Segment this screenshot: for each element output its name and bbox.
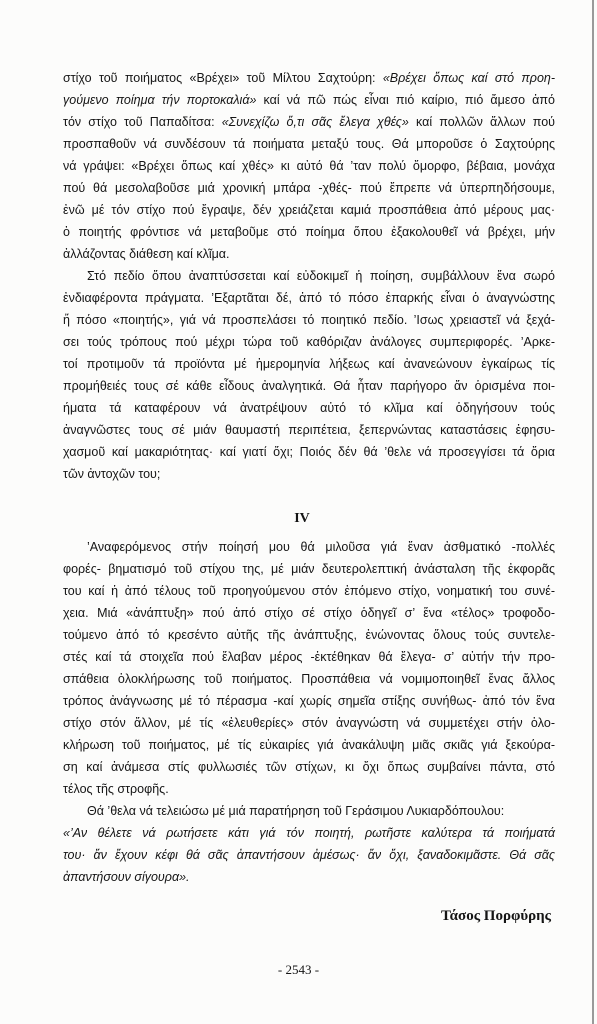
section-heading: IV xyxy=(294,511,310,526)
text-span: στίχο τοῦ ποιήματος «Βρέχει» τοῦ Μίλτου Σαχτούρη: xyxy=(63,71,383,85)
text-line xyxy=(63,580,555,602)
text-line xyxy=(63,199,555,221)
text-span: Στό πεδίο ὅπου ἀναπτύσσεται καί εὐδοκιμεῖ ἡ ποίηση, συμβάλλουν ἕνα σωρό xyxy=(87,269,555,283)
text-span: τέλος τῆς στροφῆς. xyxy=(63,782,169,796)
block-quote xyxy=(63,822,555,888)
text-line xyxy=(63,668,555,690)
paragraph xyxy=(63,536,555,800)
text-line xyxy=(63,646,555,668)
page-number: - 2543 - xyxy=(277,962,320,977)
text-span: ’Αναφερόμενος στήν ποίησή μου θά μιλοῦσα γιά ἕναν ἀσθματικό -πολλές xyxy=(87,540,555,554)
text-line xyxy=(63,309,555,331)
text-span: τούμενο ἀπό τό κρεσέντο αὐτῆς τῆς ἀνάπτυξης, ἑνώνοντας ὅλους τούς συντελε- xyxy=(63,628,555,642)
text-line xyxy=(63,463,555,485)
text-line xyxy=(63,397,555,419)
text-line xyxy=(63,602,555,624)
italic-text: «Συνεχίζω ὅ,τι σᾶς ἔλεγα χθές» xyxy=(221,115,409,129)
paragraph xyxy=(63,800,555,822)
text-span: φορές- βηματισμό τοῦ στίχου της, μέ μιάν δευτερολεπτική ἀνάσταλση τῆς ἐκφορᾶς xyxy=(63,562,555,576)
text-line xyxy=(63,243,555,265)
text-span: ἤ πόσο «ποιητής», γιά νά προσπελάσει τό ποιητικό πεδίο. ’Ισως χρειαστεῖ νά ξεχά- xyxy=(63,313,555,327)
text-line xyxy=(63,441,555,463)
text-line xyxy=(63,624,555,646)
text-line xyxy=(63,133,555,155)
text-span: στές καί τά στοιχεῖα πού ἔλαβαν μέρος -ἐκτέθηκαν θά ἔλεγα- σ’ αὐτήν τήν προ- xyxy=(63,650,555,664)
text-line xyxy=(63,822,555,844)
scan-edge-line xyxy=(592,0,594,1024)
italic-text: «’Αν θέλετε νά ρωτήσετε κάτι γιά τόν ποιητή, ρωτῆστε καλύτερα τά ποιήματά xyxy=(63,826,555,840)
text-line xyxy=(63,265,555,287)
text-line xyxy=(63,778,555,800)
text-span: πού θά μεσολαβοῦσε μιά χρονική μπάρα -χθές- πού ἔπρεπε νά ὑπερπηδήσουμε, xyxy=(63,181,555,195)
text-line xyxy=(63,221,555,243)
text-line xyxy=(63,866,555,888)
text-line xyxy=(63,536,555,558)
text-span: καί πολλῶν ἄλλων πού xyxy=(408,115,555,129)
text-span: τοί προτιμοῦν τά προϊόντα μέ ἡμερομηνία λήξεως καί ἀνανεώνουν ἐγκαίρως τίς xyxy=(63,357,555,371)
text-line xyxy=(63,375,555,397)
text-span: στίχο στόν ἄλλον, μέ τίς «ἐλευθερίες» στόν ἀναγνώστη νά συμμετέχει στήν ὁλο- xyxy=(63,716,555,730)
text-line xyxy=(63,756,555,778)
text-line xyxy=(63,734,555,756)
text-span: ἐνῶ μέ τόν στίχο πού ἔγραψε, δέν χρειάζεται καμιά προσπάθεια ἀπό μέρους μας· xyxy=(63,203,555,217)
text-line xyxy=(63,419,555,441)
text-line xyxy=(63,353,555,375)
text-span: τρόπος ἀνάγνωσης μέ τό πέρασμα -καί χωρίς σημεῖα στίξης συνήθως- ἀπό τόν ἕνα xyxy=(63,694,555,708)
paragraph xyxy=(63,265,555,485)
text-line xyxy=(63,155,555,177)
text-span: σει τούς τρόπους πού μέχρι τώρα τοῦ καθόριζαν ἀνάλογες συμπεριφορές. ’Αρκε- xyxy=(63,335,555,349)
text-span: προσπαθοῦν νά συνδέσουν τά ποιήματα μεταξύ τους. Θά μποροῦσε ὁ Σαχτούρης xyxy=(63,137,555,151)
text-span: σπάθεια ὁλοκλήρωσης τοῦ ποιήματος. Προσπάθεια νά νομιμοποιηθεῖ ἕνας ἄλλος xyxy=(63,672,555,686)
italic-text: του· ἄν ἔχουν κέφι θά σᾶς ἀπαντήσουν ἀμέσως· ἄν ὄχι, ξαναδοκιμᾶστε. Θά σᾶς xyxy=(63,848,555,862)
text-span: ἐνδιαφέροντα πράγματα. ’Εξαρτᾶται δέ, ἀπό τό πόσο ἐπαρκής εἶναι ὁ ἀναγνώστης xyxy=(63,291,555,305)
text-span: Θά ’θελα νά τελειώσω μέ μιά παρατήρηση τοῦ Γεράσιμου Λυκιαρδόπουλου: xyxy=(87,804,505,818)
text-span: τόν στίχο τοῦ Παπαδίτσα: xyxy=(63,115,222,129)
text-span: ὁ ποιητής φρόντισε νά μεταβοῦμε στό ποίημα ὅπου ἐξακολουθεῖ νά βρέχει, μήν xyxy=(63,225,555,239)
text-span: του καί ἡ ἀπό τέλους τοῦ προηγούμενου στόν ἑπόμενο στίχο, νοηματική του συνέ- xyxy=(63,584,555,598)
italic-text: ἀπαντήσουν σίγουρα». xyxy=(63,870,190,884)
text-span: ἀναγνῶστες τους σέ μιάν θαυμαστή περιπέτεια, ξεπερνώντας καταστάσεις ἐφησυ- xyxy=(63,423,555,437)
text-line xyxy=(63,690,555,712)
text-line xyxy=(63,67,555,89)
italic-text: γούμενο ποίημα τήν πορτοκαλιά» xyxy=(63,93,257,107)
text-line xyxy=(63,111,555,133)
text-span: ἀλλάζοντας διάθεση καί κλῖμα. xyxy=(63,247,230,261)
text-span: νά γράψει: «Βρέχει ὅπως καί χθές» κι αὐτό θά ’ταν πολύ ὄμορφο, βέβαια, μονάχα xyxy=(63,159,555,173)
text-span: ση καί ἀνάμεσα στίς φυλλωσιές τῶν στίχων, κι ὄχι ὅπως συμβαίνει πάντα, στό xyxy=(63,760,555,774)
author-signature: Τάσος Πορφύρης xyxy=(441,908,551,924)
text-line xyxy=(63,177,555,199)
text-span: κλήρωση τοῦ ποιήματος, μέ τίς εὐκαιρίες γιά ἀνακάλυψη μιᾶς σκιᾶς γιά ξεκούρα- xyxy=(63,738,555,752)
text-span: χεια. Μιά «ἀνάπτυξη» πού ἀπό στίχο σέ στίχο ὁδηγεῖ σ’ ἕνα «τέλος» τροφοδο- xyxy=(63,606,555,620)
paragraph xyxy=(63,67,555,265)
text-span: καί νά πῶ πώς εἶναι πιό καίριο, πιό ἄμεσο ἀπό xyxy=(256,93,555,107)
text-span: ήματα τά καταφέρουν νά ἀνατρέψουν αὐτό τό κλῖμα καί ὁδηγήσουν τούς xyxy=(63,401,555,415)
article-body xyxy=(63,67,555,888)
text-span: προμήθειές τους σέ κάθε εἶδους ἀναλγητικά. Θά ἦταν παρήγορο ἄν ὁρισμένα ποι- xyxy=(63,379,555,393)
text-span: χασμοῦ καί μακαριότητας· καί γιατί ὄχι; Ποιός δέν θά ’θελε νά προσεγγίσει τά ὅρια xyxy=(63,445,555,459)
italic-text: «Βρέχει ὅπως καί στό προη- xyxy=(382,71,556,85)
text-line xyxy=(63,844,555,866)
text-line xyxy=(63,89,555,111)
text-line xyxy=(63,800,555,822)
text-line xyxy=(63,331,555,353)
text-line xyxy=(63,558,555,580)
text-span: τῶν ἀντοχῶν του; xyxy=(63,467,161,481)
text-line xyxy=(63,712,555,734)
text-line xyxy=(63,287,555,309)
